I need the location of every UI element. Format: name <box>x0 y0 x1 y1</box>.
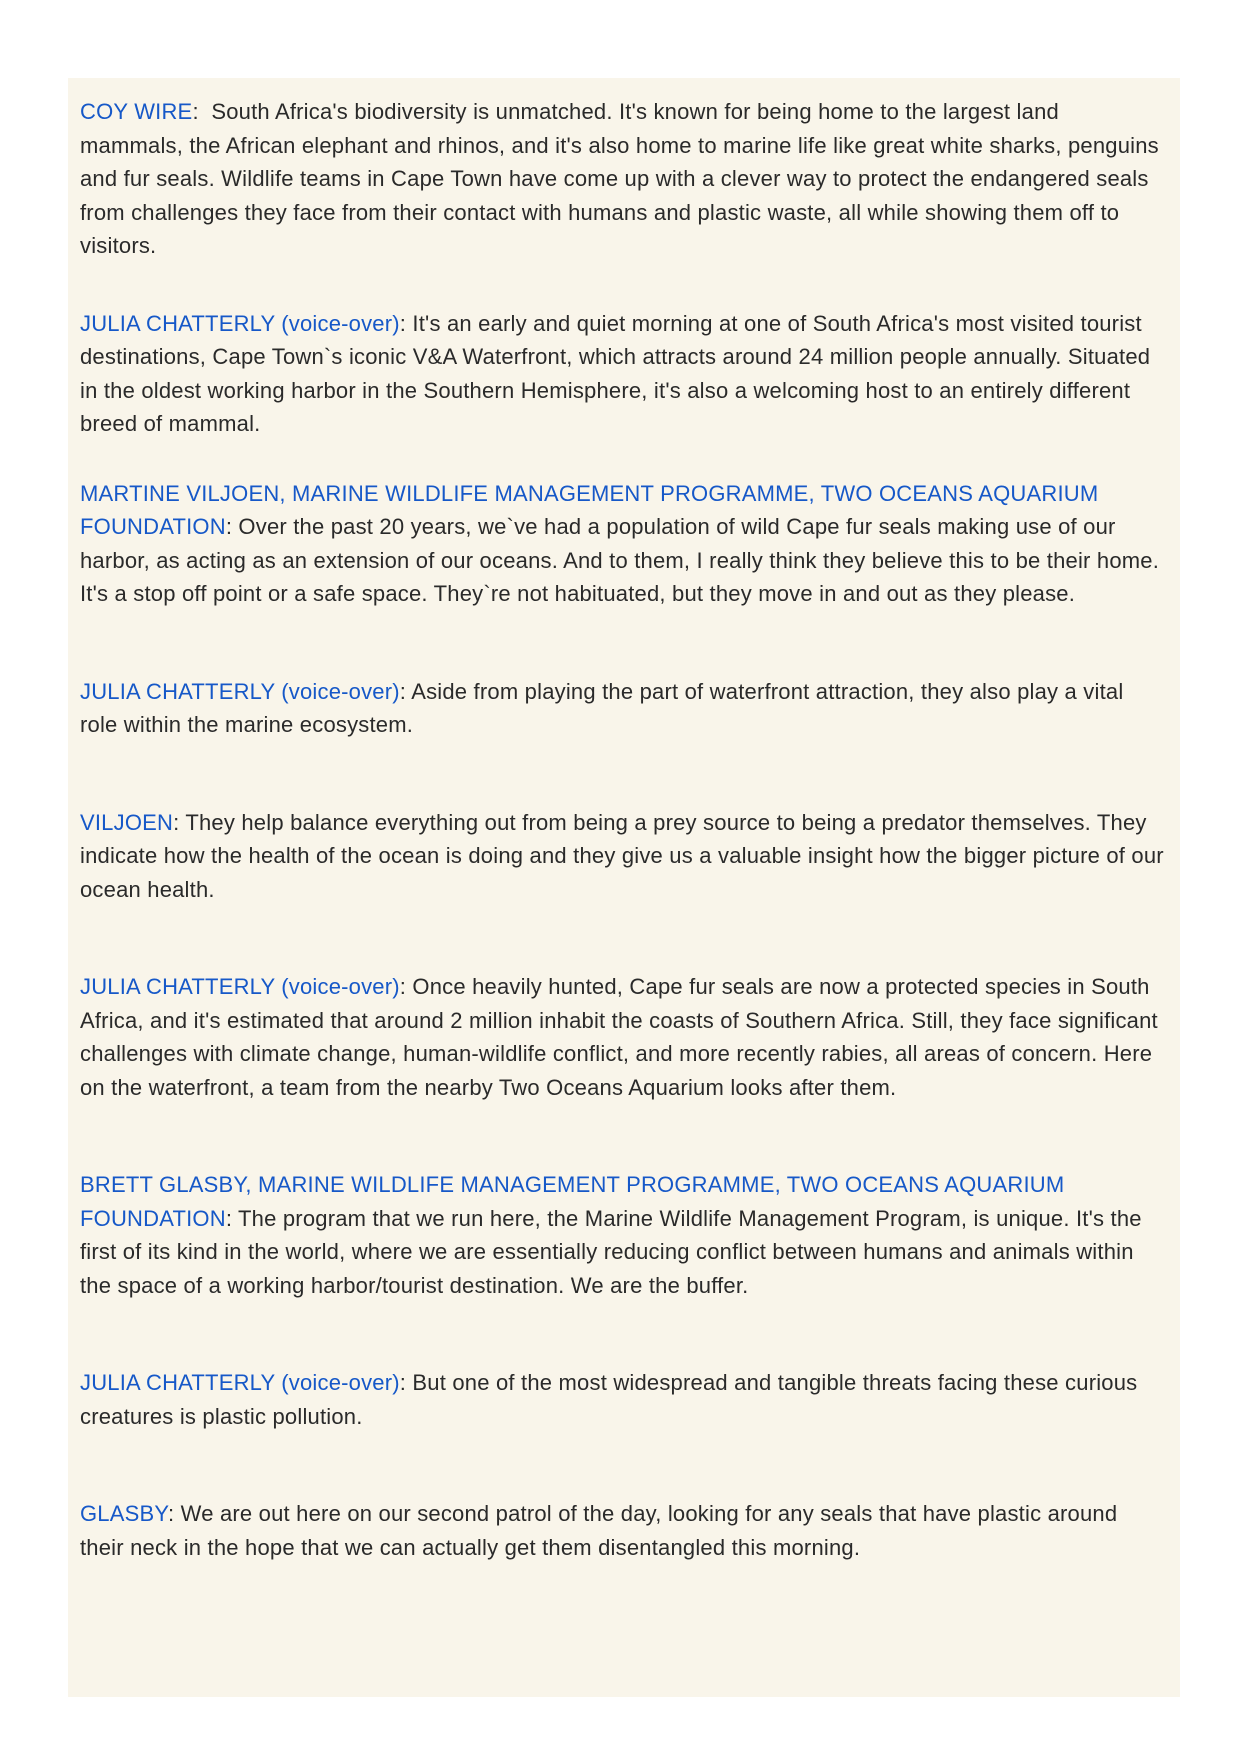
transcript-paragraph <box>80 95 1164 263</box>
speaker-name: COY WIRE <box>80 99 193 124</box>
transcript-panel <box>68 78 1180 1697</box>
speech-text: Aside from playing the part of waterfront attraction, they also play a vital role within the marine ecosystem. <box>80 678 1130 737</box>
speaker-colon: : <box>168 1501 175 1526</box>
transcript-paragraph <box>80 675 1164 742</box>
speaker-colon: : <box>399 310 407 336</box>
transcript-paragraph <box>80 1497 1164 1564</box>
transcript-paragraph <box>80 307 1164 441</box>
speaker-colon: : <box>173 809 180 835</box>
speaker-name: JULIA CHATTERLY (voice-over) <box>80 974 400 999</box>
speaker-name: MARTINE VILJOEN, MARINE WILDLIFE MANAGEMENT PROGRAMME, TWO OCEANS AQUARIUM FOUNDATION <box>80 480 1105 539</box>
speaker-colon: : <box>399 1370 407 1395</box>
speech-text: South Africa's biodiversity is unmatched. It's known for being home to the largest land mammals, the African elephant and rhinos, and it's also home to marine life like great white sharks, penguins and fur seals. Wildlife teams in Cape Town have come up with a clever way to protect the endangered seals from challenges they face from their contact with humans and plastic waste, all while showing them off to visitors. <box>80 99 1166 258</box>
speech-text: They help balance everything out from being a prey source to being a predator themselves. They indicate how the health of the ocean is doing and they give us a valuable insight how the bigger picture of our ocean health. <box>80 809 1171 902</box>
transcript-paragraph <box>80 1168 1164 1302</box>
speech-text: Over the past 20 years, we`ve had a population of wild Cape fur seals making use of our harbor, as acting as an extension of our oceans. And to them, I really think they believe this to be their home. It's a stop off point or a safe space. They`re not habituated, but they move in and out as they please. <box>80 514 1166 606</box>
speaker-colon: : <box>225 1205 233 1231</box>
speaker-name: GLASBY <box>80 1501 169 1526</box>
speech-text: But one of the most widespread and tangible threats facing these curious creatures is plastic pollution. <box>80 1370 1144 1429</box>
speech-text: The program that we run here, the Marine Wildlife Management Program, is unique. It's the first of its kind in the world, where we are essentially reducing conflict between humans and animals within the space of a working harbor/tourist destination. We are the buffer. <box>80 1205 1148 1298</box>
transcript-paragraph <box>80 1366 1164 1433</box>
speech-text: Once heavily hunted, Cape fur seals are now a protected species in South Africa, and it's estimated that around 2 million inhabit the coasts of Southern Africa. Still, they face significant challenges with climate change, human-wildlife conflict, and more recently rabies, all areas of concern. Here on the waterfront, a team from the nearby Two Oceans Aquarium looks after them. <box>80 974 1165 1100</box>
transcript-paragraph <box>80 970 1164 1104</box>
speech-text: We are out here on our second patrol of the day, looking for any seals that have plastic around their neck in the hope that we can actually get them disentangled this morning. <box>80 1501 1124 1560</box>
speaker-name: JULIA CHATTERLY (voice-over) <box>80 310 400 336</box>
speaker-colon: : <box>192 99 199 124</box>
speaker-name: VILJOEN <box>80 809 174 835</box>
speaker-colon: : <box>399 678 407 704</box>
speaker-name: JULIA CHATTERLY (voice-over) <box>80 678 400 704</box>
speech-text: It's an early and quiet morning at one of South Africa's most visited tourist destinations, Cape Town`s iconic V&A Waterfront, which attracts around 24 million people annually. Situated in the oldest working harbor in the Southern Hemisphere, it's also a welcoming host to an entirely different breed of mammal. <box>80 310 1157 436</box>
speaker-name: BRETT GLASBY, MARINE WILDLIFE MANAGEMENT PROGRAMME, TWO OCEANS AQUARIUM FOUNDATION <box>80 1172 1071 1231</box>
transcript-body <box>80 95 1171 1564</box>
speaker-colon: : <box>225 514 233 539</box>
transcript-paragraph <box>80 806 1171 907</box>
speaker-name: JULIA CHATTERLY (voice-over) <box>80 1370 400 1395</box>
speaker-colon: : <box>399 974 407 999</box>
transcript-paragraph <box>80 477 1164 611</box>
